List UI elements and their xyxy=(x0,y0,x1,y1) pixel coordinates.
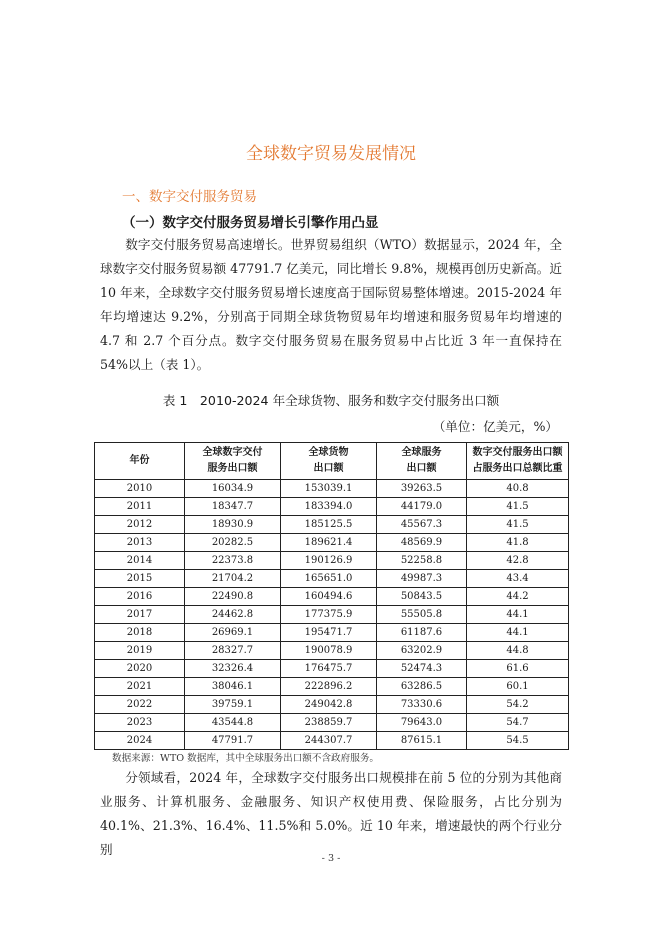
cell-year: 2024 xyxy=(95,732,185,750)
data-source-note: 数据来源：WTO 数据库，其中全球服务出口额不含政府服务。 xyxy=(112,753,380,764)
table-row xyxy=(95,660,569,678)
cell-services-exports: 73330.6 xyxy=(377,696,467,714)
cell-digital-share: 44.8 xyxy=(467,642,569,660)
cell-services-exports: 39263.5 xyxy=(377,480,467,498)
cell-goods-exports: 176475.7 xyxy=(281,660,377,678)
cell-digital-exports: 32326.4 xyxy=(185,660,281,678)
cell-digital-exports: 43544.8 xyxy=(185,714,281,732)
header-services-exports: 全球服务 出口额 xyxy=(377,443,467,480)
cell-year: 2011 xyxy=(95,498,185,516)
page-title: 全球数字贸易发展情况 xyxy=(246,144,416,164)
cell-goods-exports: 195471.7 xyxy=(281,624,377,642)
cell-digital-share: 44.1 xyxy=(467,624,569,642)
sector-paragraph: 分领域看，2024 年，全球数字交付服务出口规模排在前 5 位的分别为其他商业服务、计算机服务、金融服务、知识产权使用费、保险服务，占比分别为 40.1%、21.3%、16.4%、11.5%和 5.0%。近 10 年来，增速最快的两个行业分别 xyxy=(100,770,562,857)
cell-digital-share: 41.8 xyxy=(467,534,569,552)
cell-digital-exports: 18930.9 xyxy=(185,516,281,534)
cell-services-exports: 52474.3 xyxy=(377,660,467,678)
cell-year: 2023 xyxy=(95,714,185,732)
cell-services-exports: 50843.5 xyxy=(377,588,467,606)
cell-year: 2018 xyxy=(95,624,185,642)
cell-digital-exports: 24462.8 xyxy=(185,606,281,624)
cell-year: 2015 xyxy=(95,570,185,588)
cell-year: 2016 xyxy=(95,588,185,606)
table-row xyxy=(95,480,569,498)
cell-digital-exports: 28327.7 xyxy=(185,642,281,660)
cell-digital-exports: 26969.1 xyxy=(185,624,281,642)
header-goods-exports: 全球货物 出口额 xyxy=(281,443,377,480)
cell-services-exports: 52258.8 xyxy=(377,552,467,570)
cell-goods-exports: 244307.7 xyxy=(281,732,377,750)
table-row xyxy=(95,588,569,606)
cell-digital-exports: 20282.5 xyxy=(185,534,281,552)
cell-year: 2020 xyxy=(95,660,185,678)
table-row xyxy=(95,570,569,588)
cell-digital-share: 42.8 xyxy=(467,552,569,570)
cell-services-exports: 63286.5 xyxy=(377,678,467,696)
cell-digital-share: 44.1 xyxy=(467,606,569,624)
cell-digital-share: 60.1 xyxy=(467,678,569,696)
cell-digital-exports: 39759.1 xyxy=(185,696,281,714)
cell-year: 2022 xyxy=(95,696,185,714)
cell-goods-exports: 190078.9 xyxy=(281,642,377,660)
export-table xyxy=(94,442,569,750)
cell-digital-exports: 38046.1 xyxy=(185,678,281,696)
cell-services-exports: 44179.0 xyxy=(377,498,467,516)
table-header-row xyxy=(95,443,569,480)
section-heading: 一、数字交付服务贸易 xyxy=(122,189,257,205)
cell-services-exports: 87615.1 xyxy=(377,732,467,750)
cell-year: 2012 xyxy=(95,516,185,534)
table-row xyxy=(95,552,569,570)
table-row xyxy=(95,678,569,696)
cell-services-exports: 48569.9 xyxy=(377,534,467,552)
cell-year: 2010 xyxy=(95,480,185,498)
table-row xyxy=(95,642,569,660)
table-caption: 表 1 2010-2024 年全球货物、服务和数字交付服务出口额 xyxy=(162,393,500,408)
cell-services-exports: 55505.8 xyxy=(377,606,467,624)
table-row xyxy=(95,732,569,750)
cell-digital-share: 54.7 xyxy=(467,714,569,732)
cell-digital-share: 43.4 xyxy=(467,570,569,588)
cell-year: 2021 xyxy=(95,678,185,696)
cell-services-exports: 45567.3 xyxy=(377,516,467,534)
cell-services-exports: 63202.9 xyxy=(377,642,467,660)
cell-year: 2019 xyxy=(95,642,185,660)
cell-digital-share: 44.2 xyxy=(467,588,569,606)
cell-digital-share: 54.2 xyxy=(467,696,569,714)
table-row xyxy=(95,534,569,552)
header-digital-share: 数字交付服务出口额 占服务出口总额比重 xyxy=(467,443,569,480)
subsection-heading: （一）数字交付服务贸易增长引擎作用凸显 xyxy=(122,215,379,231)
header-year: 年份 xyxy=(95,443,185,480)
cell-year: 2014 xyxy=(95,552,185,570)
page-number: - 3 - xyxy=(321,853,341,864)
header-digital-exports: 全球数字交付 服务出口额 xyxy=(185,443,281,480)
cell-services-exports: 49987.3 xyxy=(377,570,467,588)
cell-year: 2013 xyxy=(95,534,185,552)
intro-paragraph: 数字交付服务贸易高速增长。世界贸易组织（WTO）数据显示，2024 年，全球数字交付服务贸易额 47791.7 亿美元，同比增长 9.8%，规模再创历史新高。近 10 年来，全球数字交付服务贸易增长速度高于国际贸易整体增速。2015-2024 年年均增速达 9.2%，分别高于同期全球货物贸易年均增速和服务贸易年均增速的 4.7 和 2.7 个百分点。数字交付服务贸易在服务贸易中占比近 3 年一直保持在 54%以上（表 1）。 xyxy=(100,237,562,372)
cell-digital-share: 41.5 xyxy=(467,516,569,534)
cell-digital-exports: 16034.9 xyxy=(185,480,281,498)
table-row xyxy=(95,696,569,714)
cell-digital-exports: 21704.2 xyxy=(185,570,281,588)
cell-goods-exports: 160494.6 xyxy=(281,588,377,606)
cell-goods-exports: 185125.5 xyxy=(281,516,377,534)
cell-digital-share: 40.8 xyxy=(467,480,569,498)
cell-goods-exports: 153039.1 xyxy=(281,480,377,498)
cell-digital-exports: 22373.8 xyxy=(185,552,281,570)
cell-goods-exports: 222896.2 xyxy=(281,678,377,696)
cell-digital-exports: 18347.7 xyxy=(185,498,281,516)
cell-digital-share: 61.6 xyxy=(467,660,569,678)
cell-services-exports: 79643.0 xyxy=(377,714,467,732)
cell-digital-share: 54.5 xyxy=(467,732,569,750)
cell-services-exports: 61187.6 xyxy=(377,624,467,642)
table-row xyxy=(95,714,569,732)
cell-digital-share: 41.5 xyxy=(467,498,569,516)
cell-goods-exports: 189621.4 xyxy=(281,534,377,552)
table-row xyxy=(95,606,569,624)
cell-goods-exports: 238859.7 xyxy=(281,714,377,732)
cell-goods-exports: 177375.9 xyxy=(281,606,377,624)
cell-digital-exports: 47791.7 xyxy=(185,732,281,750)
cell-goods-exports: 165651.0 xyxy=(281,570,377,588)
cell-goods-exports: 249042.8 xyxy=(281,696,377,714)
cell-goods-exports: 190126.9 xyxy=(281,552,377,570)
table-row xyxy=(95,498,569,516)
table-row xyxy=(95,516,569,534)
table-unit: （单位：亿美元，%） xyxy=(432,419,558,434)
cell-year: 2017 xyxy=(95,606,185,624)
cell-goods-exports: 183394.0 xyxy=(281,498,377,516)
cell-digital-exports: 22490.8 xyxy=(185,588,281,606)
table-row xyxy=(95,624,569,642)
